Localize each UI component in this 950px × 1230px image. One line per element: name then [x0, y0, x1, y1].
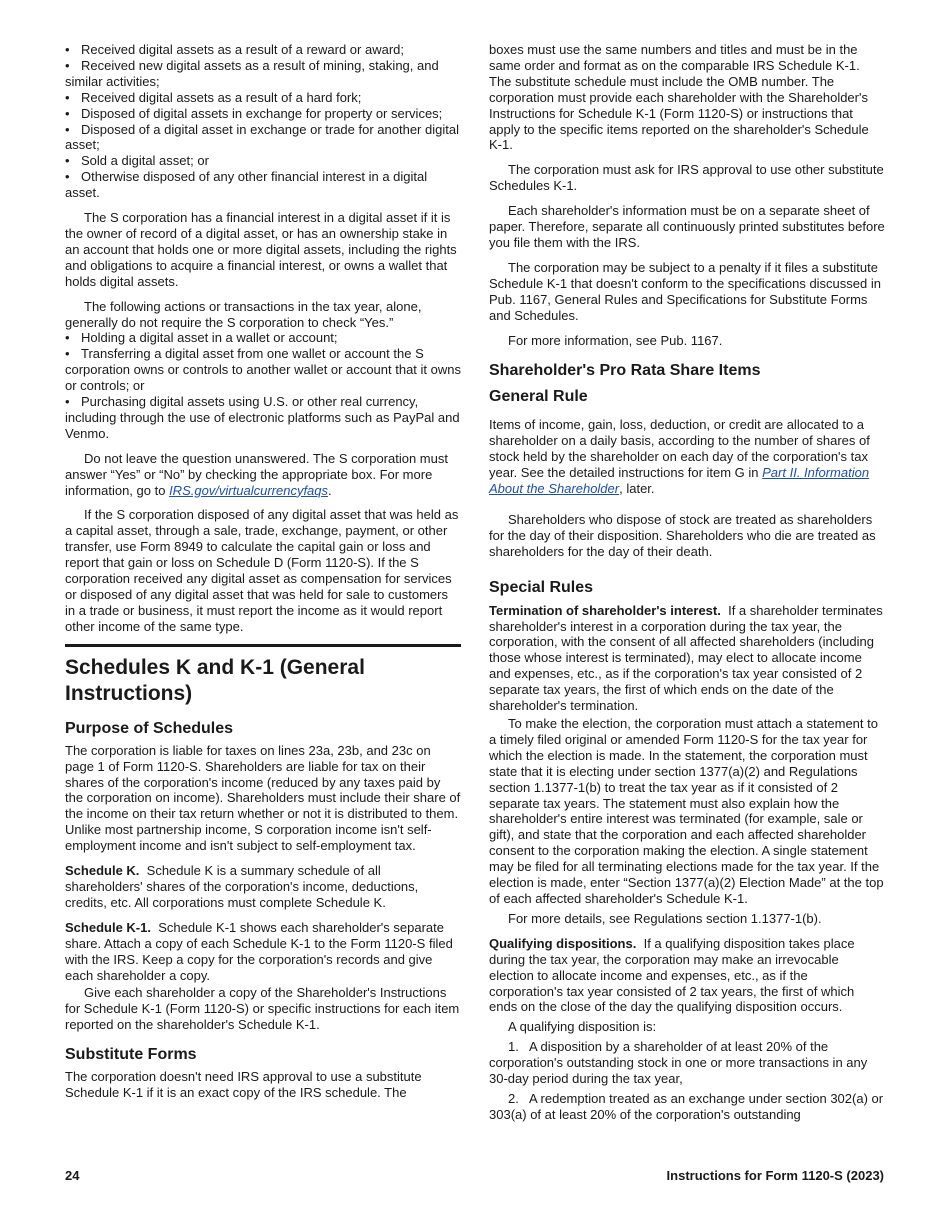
schedule-k-text: Schedule K is a summary schedule of all shareholders' shares of the corporation's income, deductions, credits, etc. All corporations must complete Schedule K. — [65, 863, 419, 910]
unanswered-period: . — [328, 482, 332, 498]
section-divider — [65, 644, 461, 647]
give-copy-paragraph: Give each shareholder a copy of the Shareholder's Instructions for Schedule K-1 (Form 1120-S) or specific instructions for each item reported on the shareholder's Schedule K-1. — [65, 985, 460, 1033]
qualifying-item-2: 2. A redemption treated as an exchange under section 302(a) or 303(a) of at least 20% of the corporation's outstanding — [489, 1090, 887, 1122]
qualifying-item-1: 1. A disposition by a shareholder of at least 20% of the corporation's outstanding stock in one or more transactions in any 30-day period during the tax year, — [489, 1039, 871, 1087]
more-info-paragraph: For more information, see Pub. 1167. — [508, 332, 723, 348]
separate-sheet-paragraph: Each shareholder's information must be on a separate sheet of paper. Therefore, separate all continuously printed substitutes before you file them with the IRS. — [489, 203, 885, 250]
purpose-paragraph: The corporation is liable for taxes on lines 23a, 23b, and 23c on page 1 of Form 1120-S. Shareholders are liable for tax on their shares of the corporation's income (reduced by any taxes paid by the corporation on income). Shareholders must include their share of the income on their tax return whether or not it is distributed to them. Unlike most partnership income, S corporation income isn't self-employment income and isn't subject to self-employment tax. — [65, 742, 461, 854]
schedule-k1-paragraph — [65, 920, 461, 984]
termination-label: Termination of shareholder's interest. — [489, 602, 721, 618]
schedule-k1-text: Schedule K-1 shows each shareholder's separate share. Attach a copy of each Schedule K-1 to the Form 1120-S filed with the IRS. Keep a copy for the corporation's records and give each shareholder a copy. — [65, 919, 453, 983]
penalty-paragraph: The corporation may be subject to a penalty if it files a substitute Schedule K-1 that doesn't conform to the specifications discussed in Pub. 1167, General Rules and Specifications for Substitute Forms and Schedules. — [489, 259, 881, 323]
list-item: • Received digital assets as a result of a hard fork; — [65, 90, 461, 106]
list-item: • Received new digital assets as a result of mining, staking, and similar activities; — [65, 58, 461, 90]
right-column — [489, 42, 885, 1123]
more-details-paragraph: For more details, see Regulations section 1.1377-1(b). — [508, 910, 822, 926]
special-rules-heading: Special Rules — [489, 578, 594, 596]
unanswered-paragraph — [65, 451, 461, 499]
qualifying-dispositions-text: If a qualifying disposition takes place during the tax year, the corporation may make an irrevocable election to allocate income and expenses, etc., as if the corporation's tax year consisted of 2 tax years, the first of which ends on the close of the day the qualifying disposition occurs. — [489, 935, 855, 1015]
left-column — [65, 42, 461, 1101]
shareholder-info-link[interactable]: Part II. Information About the Shareholder — [489, 465, 870, 497]
items-allocation-text: Items of income, gain, loss, deduction, or credit are allocated to a shareholder on a daily basis, according to the number of shares of stock held by the shareholder on each day of the corporation's tax year. See the detailed instructions for item G in — [489, 417, 870, 481]
substitute-paragraph: The corporation doesn't need IRS approval to use a substitute Schedule K-1 if it is an exact copy of the IRS schedule. The — [65, 1069, 422, 1101]
list-item: • Purchasing digital assets using U.S. or other real currency, including through the use of electronic platforms such as PayPal and Venmo. — [65, 394, 461, 442]
election-paragraph: To make the election, the corporation must attach a statement to a timely filed original or amended Form 1120-S for the tax year for which the election is made. In the statement, the corporation must state that it is electing under section 1377(a)(2) and Regulations section 1.1377-1(b) to treat the tax year as if it consisted of 2 separate tax years. The statement must also explain how the shareholder's entire interest was terminated (for example, sale or gift), and state that the corporation and each affected shareholder consent to the corporation making the election. A single statement may be filed for all terminating elections made for the tax year. If the election is made, enter “Section 1377(a)(2) Election Made” at the top of each affected shareholder's Schedule K-1. — [489, 716, 884, 906]
schedule-k-label: Schedule K. — [65, 863, 140, 879]
digital-asset-no-list — [65, 330, 461, 441]
digital-asset-yes-list — [65, 42, 461, 201]
general-rule-heading: General Rule — [489, 388, 588, 406]
dispose-stock-paragraph: Shareholders who dispose of stock are treated as shareholders for the day of their disposition. Shareholders who die are treated as shareholders for the day of their death. — [489, 511, 876, 559]
unanswered-text: Do not leave the question unanswered. The S corporation must answer “Yes” or “No” by checking the appropriate box. For more information, go to — [65, 450, 448, 498]
purpose-heading: Purpose of Schedules — [65, 719, 234, 737]
following-actions-paragraph: The following actions or transactions in the tax year, alone, generally do not require the S corporation to check “Yes.” — [65, 298, 422, 330]
schedule-k-paragraph — [65, 863, 461, 911]
section-title: Schedules K and K-1 (General Instructions) — [65, 655, 365, 705]
substitute-forms-heading: Substitute Forms — [65, 1046, 197, 1064]
termination-paragraph — [489, 603, 885, 714]
items-allocation-paragraph — [489, 417, 885, 497]
qualifying-dispositions-label: Qualifying dispositions. — [489, 935, 637, 951]
list-item: • Transferring a digital asset from one wallet or account the S corporation owns or controls to another wallet or account that it owns or controls; or — [65, 346, 461, 394]
list-item: • Disposed of digital assets in exchange for property or services; — [65, 106, 461, 122]
page-number: 24 — [65, 1168, 80, 1183]
list-item: • Disposed of a digital asset in exchange or trade for another digital asset; — [65, 122, 461, 154]
qualifying-is-paragraph: A qualifying disposition is: — [508, 1019, 657, 1035]
termination-text: If a shareholder terminates shareholder's interest in a corporation during the tax year, the corporation, with the consent of all affected shareholders (including those whose interest is terminated), may elect to allocate income and expenses, etc., as if the corporation's tax year consisted of 2 separate tax years, the first of which ends on the date of the shareholder's termination. — [489, 602, 883, 714]
boxes-paragraph: boxes must use the same numbers and titles and must be in the same order and format as on the comparable IRS Schedule K-1. The substitute schedule must include the OMB number. The corporation must provide each shareholder with the Shareholder's Instructions for Schedule K-1 (Form 1120-S) or instructions that apply to the specific items reported on the shareholder's Schedule K-1. — [489, 42, 869, 153]
list-item: • Sold a digital asset; or — [65, 153, 461, 169]
pro-rata-heading: Shareholder's Pro Rata Share Items — [489, 362, 761, 380]
list-item: • Holding a digital asset in a wallet or account; — [65, 330, 461, 346]
virtual-currency-faqs-link[interactable]: IRS.gov/virtualcurrencyfaqs — [169, 482, 329, 498]
disposed-paragraph: If the S corporation disposed of any digital asset that was held as a capital asset, through a sale, trade, exchange, payment, or other transfer, use Form 8949 to calculate the capital gain or loss and report that gain or loss on Schedule D (Form 1120-S). If the S corporation received any digital asset as compensation for services or disposed of any digital asset that was held for sale to customers in a trade or business, it must report the income as it would report other income of the same type. — [65, 507, 459, 634]
approval-paragraph: The corporation must ask for IRS approval to use other substitute Schedules K-1. — [489, 162, 884, 194]
financial-interest-paragraph: The S corporation has a financial interest in a digital asset if it is the owner of record of a digital asset, or has an ownership stake in an account that holds one or more digital assets, including the rights and obligations to acquire a financial interest, or owns a wallet that holds digital assets. — [65, 210, 457, 289]
footer-title: Instructions for Form 1120-S (2023) — [666, 1168, 884, 1183]
qualifying-dispositions-paragraph — [489, 936, 885, 1016]
list-item: • Received digital assets as a result of a reward or award; — [65, 42, 461, 58]
list-item: • Otherwise disposed of any other financial interest in a digital asset. — [65, 169, 461, 201]
schedule-k1-label: Schedule K-1. — [65, 919, 151, 935]
items-allocation-suffix: , later. — [619, 481, 655, 497]
